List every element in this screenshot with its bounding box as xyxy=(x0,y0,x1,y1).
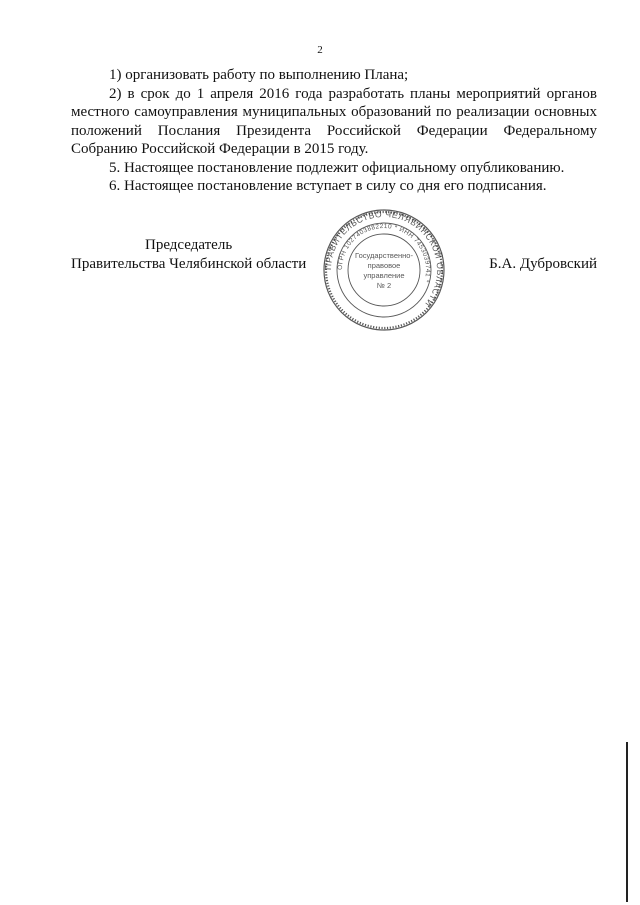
body-paragraph-4: 6. Настоящее постановление вступает в силу со дня его подписания. xyxy=(109,178,547,194)
document-body xyxy=(71,66,597,196)
seal-center-line4: № 2 xyxy=(376,281,392,290)
page-number: 2 xyxy=(317,44,323,56)
seal-center-line1: Государственно- xyxy=(355,251,413,260)
scan-edge-mark xyxy=(626,742,628,902)
signatory-title-line1: Председатель xyxy=(145,237,233,253)
signatory-name: Б.А. Дубровский xyxy=(489,256,597,272)
seal-inner-text: ОГРН 1027403882210 * ИНН 7453039741 * xyxy=(336,222,432,284)
seal-center-line3: управление xyxy=(363,271,405,280)
body-paragraph-1: 1) организовать работу по выполнению Плана; xyxy=(109,67,409,83)
seal-outer-text: ПРАВИТЕЛЬСТВО ЧЕЛЯБИНСКОЙ ОБЛАСТИ xyxy=(322,208,446,309)
official-seal xyxy=(322,208,446,332)
seal-center-line2: правовое xyxy=(367,261,401,270)
signatory-title-line2: Правительства Челябинской области xyxy=(71,256,307,272)
seal-inner-ring xyxy=(348,234,420,306)
body-paragraph-2: 2) в срок до 1 апреля 2016 года разработать планы мероприятий органов местного самоуправления муниципальных образований по реализации основных положений Послания Президента Российской Федерации Федеральному Собранию Российской Федерации в 2015 году. xyxy=(71,85,597,157)
body-paragraph-3: 5. Настоящее постановление подлежит официальному опубликованию. xyxy=(109,159,565,176)
